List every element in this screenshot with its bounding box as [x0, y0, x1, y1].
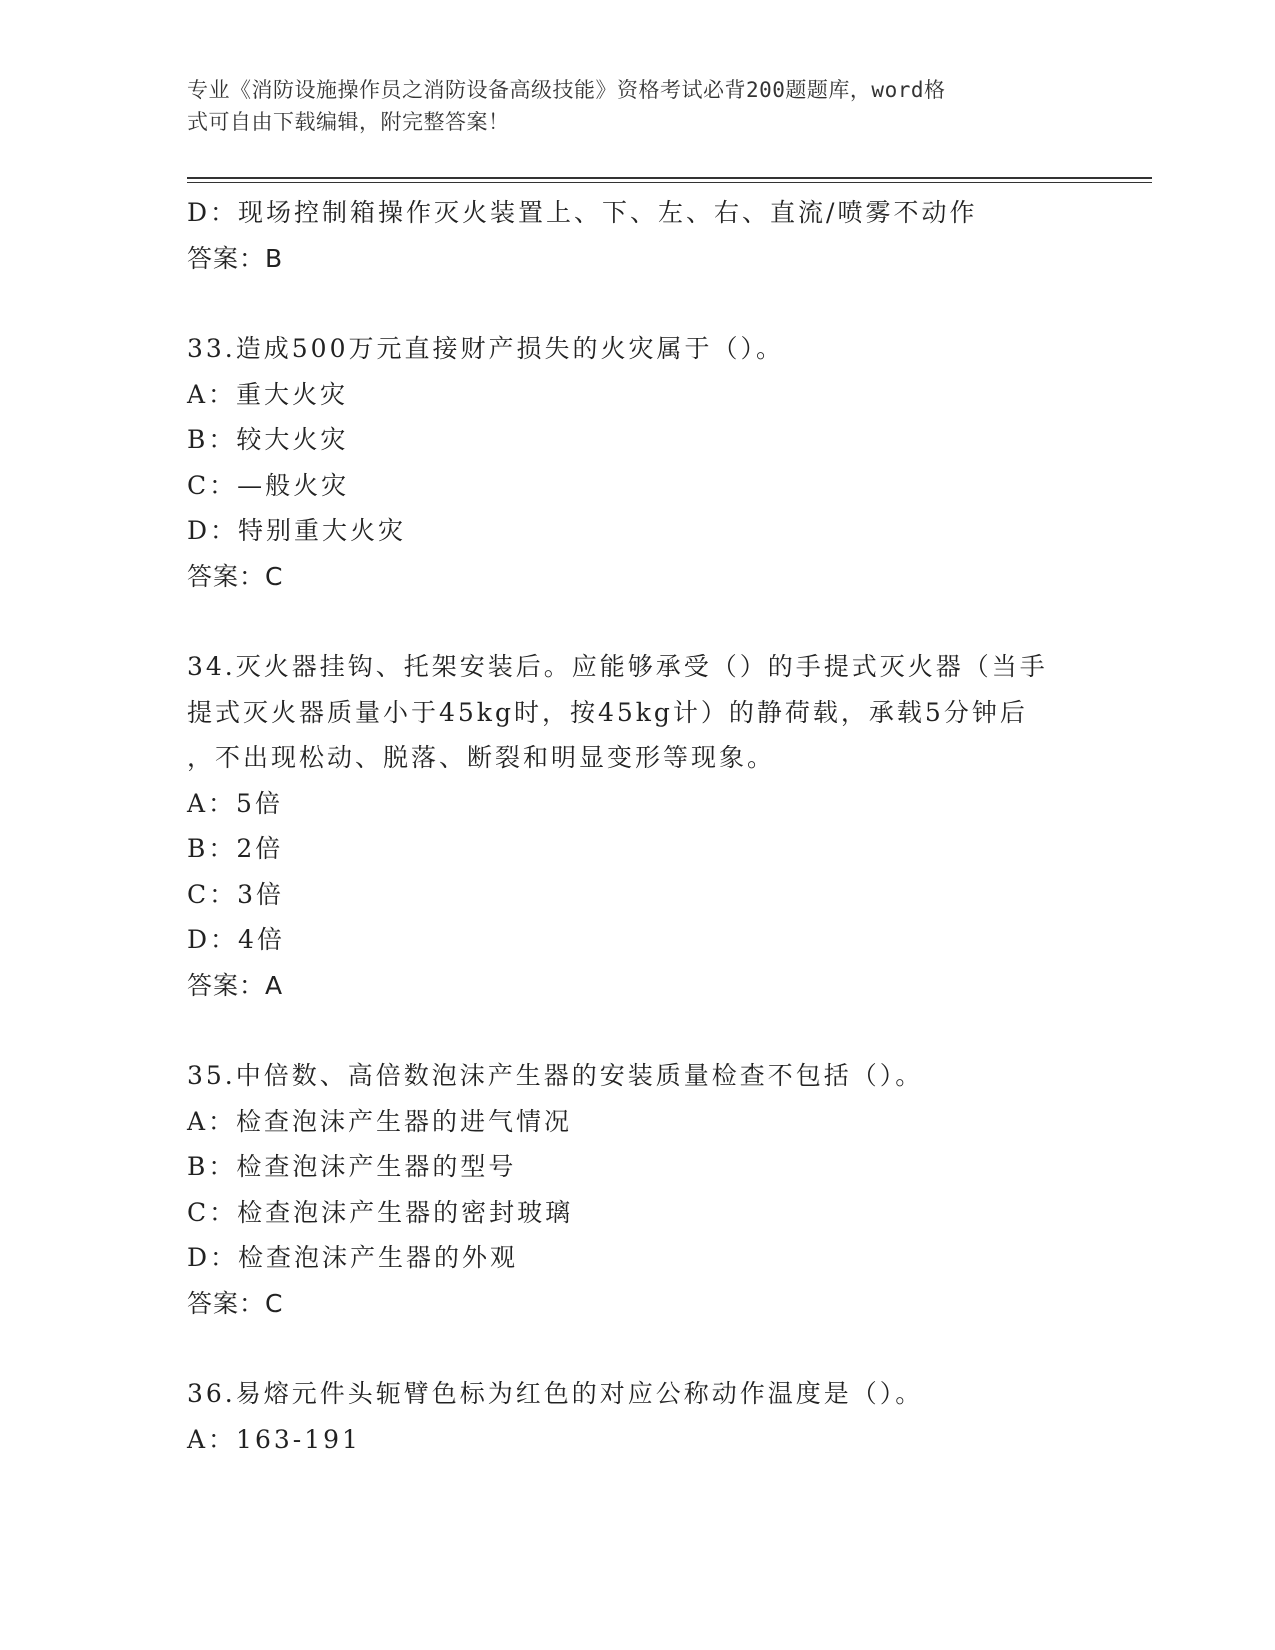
option-d: D：检查泡沫产生器的外观	[187, 1243, 519, 1272]
spacer	[187, 599, 1087, 644]
spacer	[187, 1008, 1087, 1053]
option-d: D：特别重大火灾	[187, 516, 407, 545]
option-a: A：重大火灾	[187, 379, 349, 409]
question-33	[187, 326, 1087, 599]
option-d: D：4倍	[187, 925, 285, 954]
header-divider-thin	[187, 182, 1152, 183]
option-c: C：—般火灾	[187, 470, 350, 500]
question-stem-line-1: 34.灭火器挂钩、托架安装后。应能够承受（）的手提式灭火器（当手	[187, 652, 1048, 681]
question-stem-line-3: ，不出现松动、脱落、断裂和明显变形等现象。	[187, 743, 776, 772]
answer-line: 答案：B	[187, 243, 284, 273]
answer-line: 答案：A	[187, 970, 284, 1000]
option-d: D：现场控制箱操作灭火装置上、下、左、右、直流/喷雾不动作	[187, 198, 978, 227]
document-header	[187, 74, 1067, 138]
question-35	[187, 1053, 1087, 1326]
header-line-2: 式可自由下载编辑，附完整答案！	[187, 110, 510, 134]
question-stem-line-2: 提式灭火器质量小于45kg时，按45kg计）的静荷载，承载5分钟后	[187, 697, 1028, 727]
question-36	[187, 1371, 1087, 1462]
answer-line: 答案：C	[187, 561, 284, 591]
option-c: C：检查泡沫产生器的密封玻璃	[187, 1197, 574, 1227]
header-line-1: 专业《消防设施操作员之消防设备高级技能》资格考试必背200题题库，word格	[187, 78, 946, 102]
option-b: B：检查泡沫产生器的型号	[187, 1152, 517, 1181]
option-c: C：3倍	[187, 879, 285, 909]
question-list	[187, 190, 1087, 1462]
spacer	[187, 1326, 1087, 1371]
header-divider-thick	[187, 177, 1152, 179]
option-a: A：5倍	[187, 788, 283, 818]
question-stem: 35.中倍数、高倍数泡沫产生器的安装质量检查不包括（）。	[187, 1061, 924, 1090]
option-a: A：检查泡沫产生器的进气情况	[187, 1106, 573, 1136]
answer-line: 答案：C	[187, 1288, 284, 1318]
option-b: B：较大火灾	[187, 425, 349, 454]
question-stem: 36.易熔元件头轭臂色标为红色的对应公称动作温度是（）。	[187, 1379, 924, 1408]
option-a: A：163-191	[187, 1424, 361, 1454]
option-b: B：2倍	[187, 834, 284, 863]
spacer	[187, 281, 1087, 326]
question-32-continued	[187, 190, 1087, 281]
question-stem: 33.造成500万元直接财产损失的火灾属于（）。	[187, 334, 784, 363]
question-34	[187, 644, 1087, 1008]
